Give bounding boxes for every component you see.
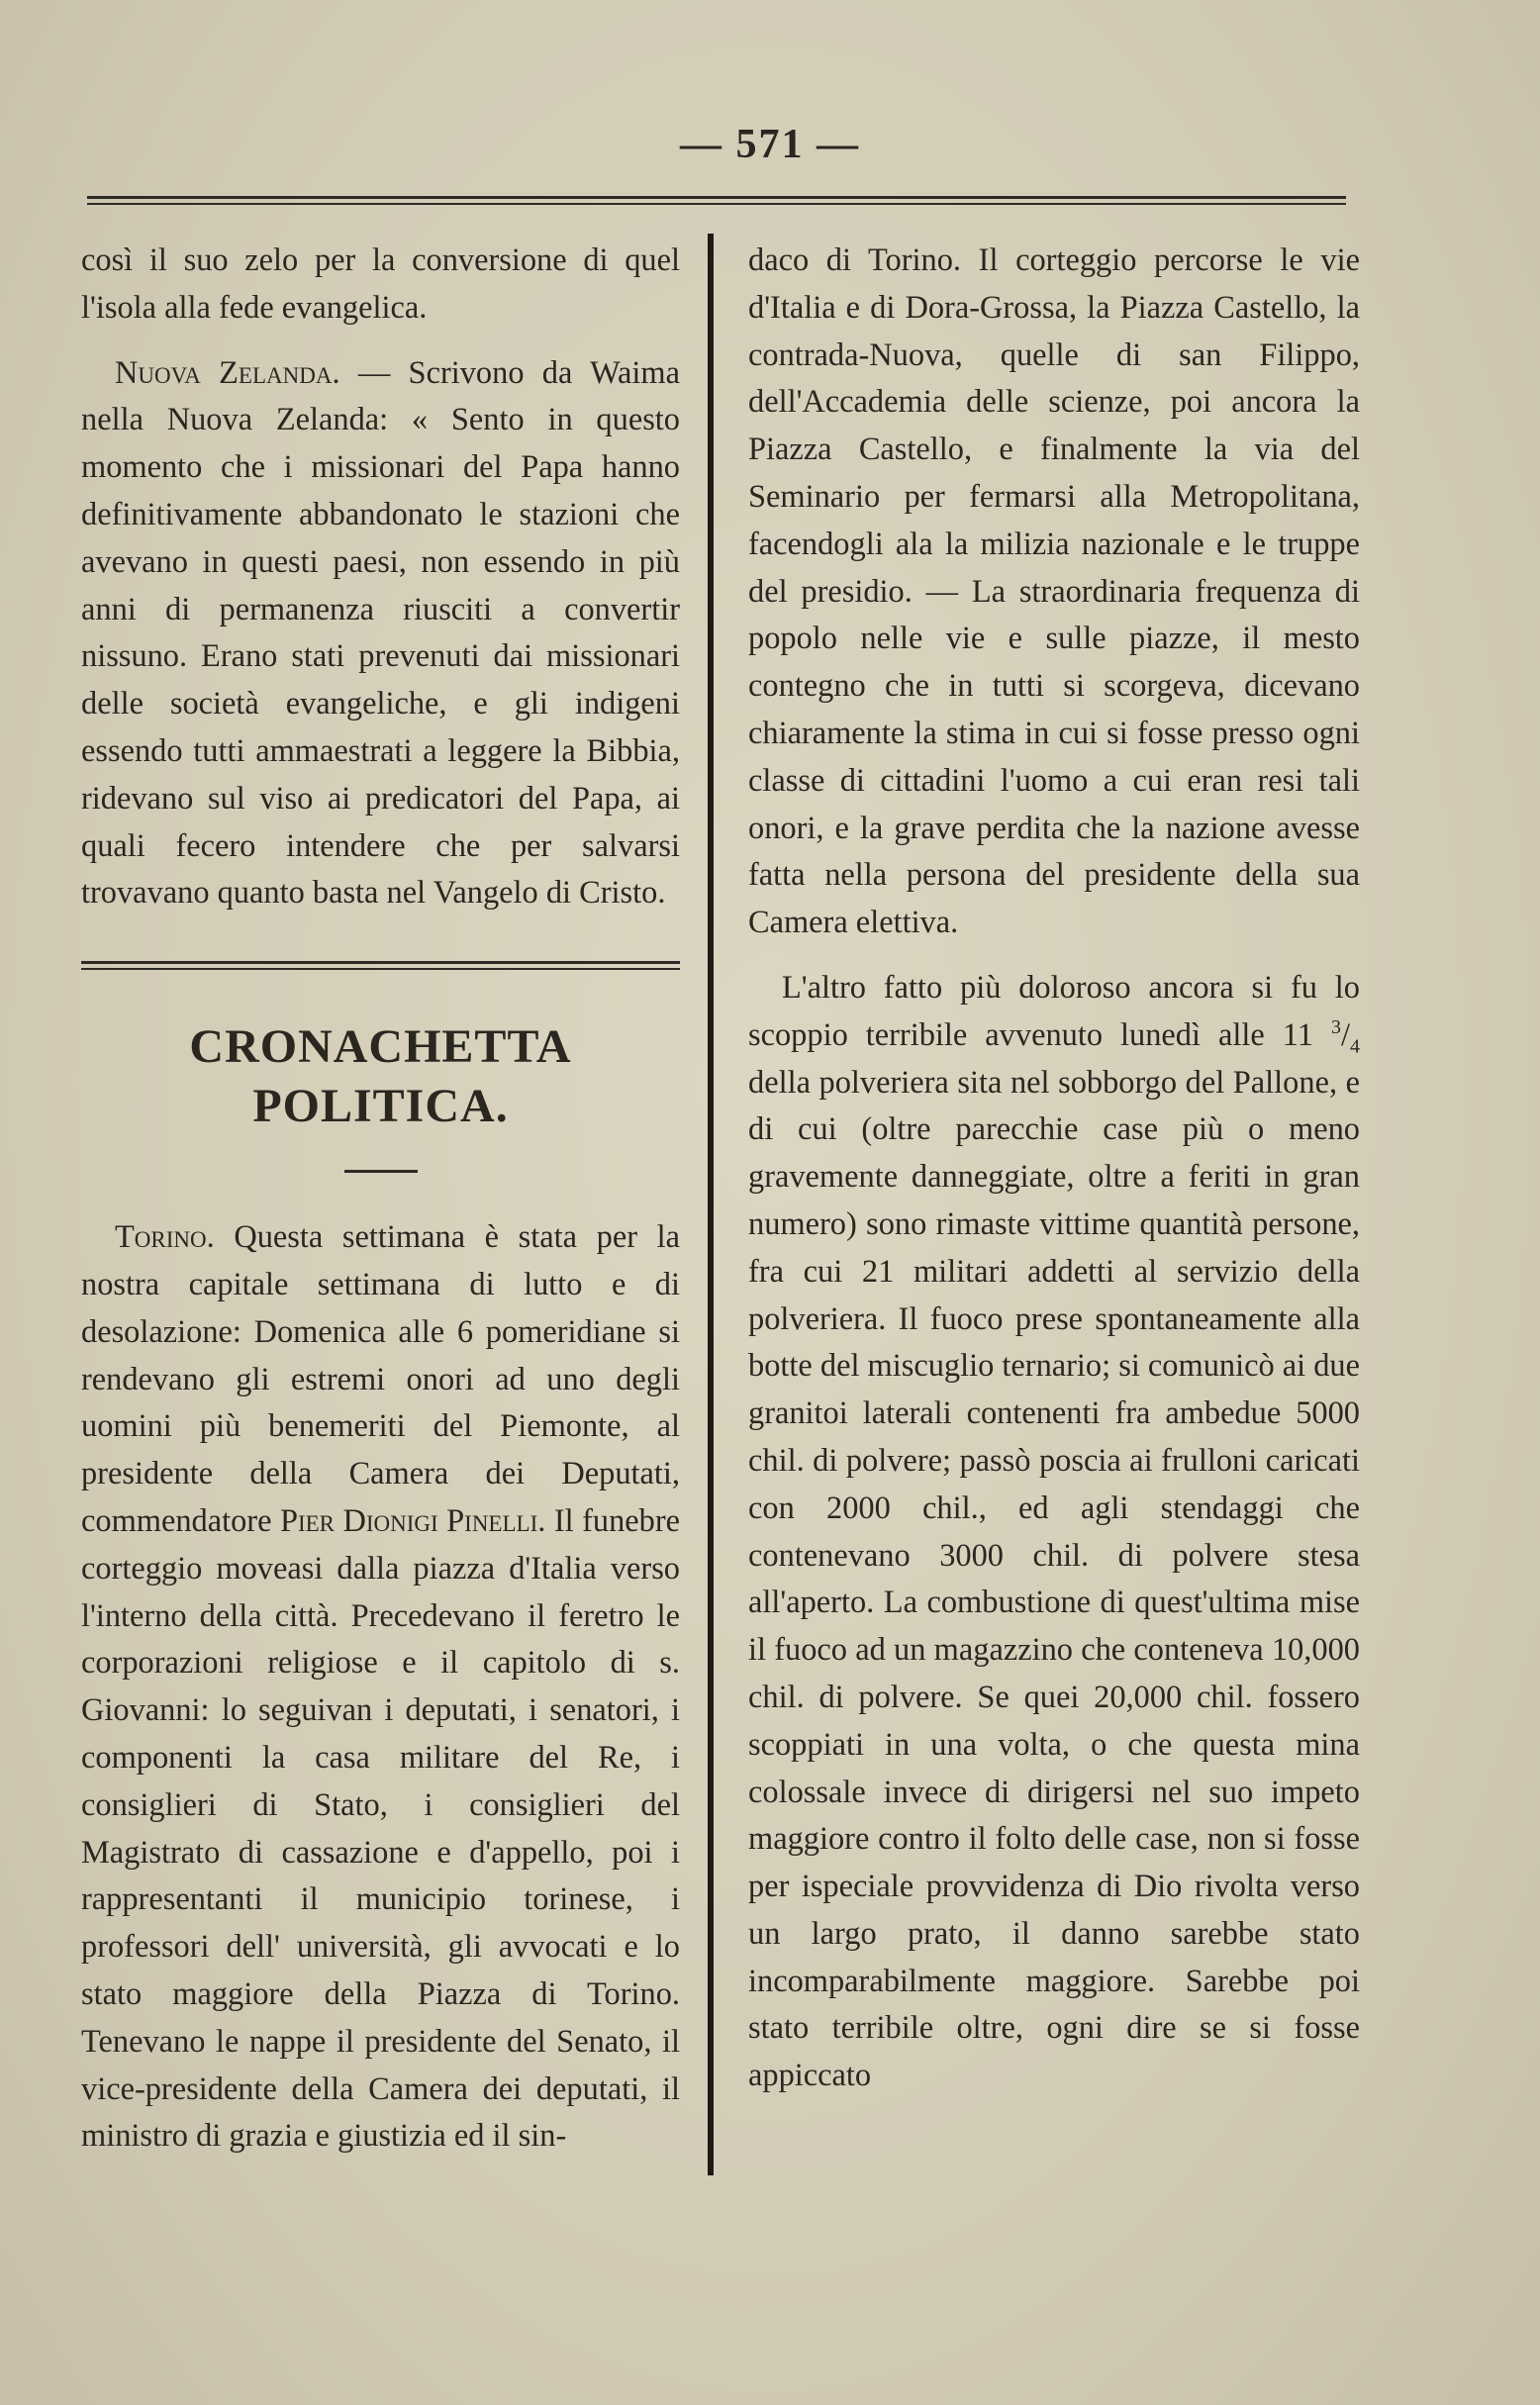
column-divider: [708, 234, 714, 2175]
torino-text-1: Questa settimana è stata per la nostra capitale settimana di lutto e di desolazione: Domenica alle 6 pomeridiane si rendevano gli estremi onori ad uno degli uomini più benemeriti del Piemonte, al presidente della Camera dei Deputati, commendatore: [81, 1219, 680, 1539]
corteggio-paragraph: daco di Torino. Il corteggio percorse le vie d'Italia e di Dora-Grossa, la Piazza Castello, la contrada-Nuova, quelle di san Filippo, dell'Accademia delle scienze, poi ancora la Piazza Castello, e finalmente la via del Seminario per fermarsi alla Metropolitana, facendogli ala la milizia nazionale e le truppe del presidio. — La straordinaria frequenza di popolo nelle vie e sulle piazze, il mesto contegno che in tutti si scorgeva, dicevano chiaramente la stima in cui si fosse presso ogni classe di cittadini l'uomo a cui eran resi tali onori, e la grave perdita che la nazione avesse fatta nella persona del presidente della sua Camera elettiva.: [748, 242, 1360, 941]
nuova-zelanda-text: — Scrivono da Waima nella Nuova Zelanda: « Sento in questo momento che i missionari del Papa hanno definitivamente abbandonato le stazioni che avevano in questi paesi, non essendo in più anni di permanenza riusciti a convertir nissuno. Erano stati prevenuti dai missionari delle società evangeliche, e gli indigeni essendo tutti ammaestrati a leggere la Bibbia, ridevano sul viso ai predicatori del Papa, ai quali fecero intendere che per salvarsi trovavano quanto basta nel Vangelo di Cristo.: [81, 354, 680, 912]
page-number: — 571 —: [680, 122, 860, 167]
title-underline: [344, 1170, 418, 1173]
fraction-denominator: 4: [1349, 1035, 1360, 1058]
left-column: [81, 238, 680, 2161]
section-title: CRONACHETTA POLITICA.: [189, 1020, 572, 1133]
torino-paragraph: [81, 1214, 680, 2161]
person-name: Pier Dionigi Pinelli.: [279, 1502, 546, 1539]
nuova-zelanda-paragraph: [81, 350, 680, 918]
continuation-paragraph: così il suo zelo per la conversione di quel l'isola alla fede evangelica.: [81, 242, 680, 326]
scoppio-text-rest: della polveriera sita nel sobborgo del Pallone, e di cui (oltre parecchie case più o meno gravemente danneggiate, oltre a feriti in gran numero) sono rimaste vittime quantità persone, fra cui 21 militari addetti al servizio della polveriera. Il fuoco prese spontaneamente alla botte del miscuglio ternario; si comunicò ai due granitoi laterali contenenti fra ambedue 5000 chil. di polvere; passò poscia ai frulloni caricati con 2000 chil., ed agli stendaggi che contenevano 3000 chil. di polvere stesa all'aperto. La combustione di quest'ultima mise il fuoco ad un magazzino che conteneva 10,000 chil. di polvere. Se quei 20,000 chil. fossero scoppiati in una volta, o che questa mina colossale invece di dirigersi nel suo impeto maggiore contro il folto delle case, non si fosse per ispeciale provvidenza di Dio rivolta verso un largo prato, il danno sarebbe stato incomparabilmente maggiore. Sarebbe poi stato terribile oltre, ogni dire se si fosse appiccato: [748, 1064, 1360, 2094]
scoppio-text-start: L'altro fatto più doloroso ancora si fu lo scoppio terribile avvenuto lunedì alle 11: [748, 969, 1360, 1053]
torino-text-2: Il funebre corteggio moveasi dalla piazza d'Italia verso l'interno della città. Precedevano il feretro le corporazioni religiose e il capitolo di s. Giovanni: lo seguivan i deputati, i senatori, i componenti la casa militare del Re, i consiglieri di Stato, i consiglieri del Magistrato di cassazione e d'appello, poi i rappresentanti il municipio torinese, i professori dell' università, gli avvocati e lo stato maggiore della Piazza di Torino. Tenevano le nappe il presidente del Senato, il vice-presidente della Camera dei deputati, il ministro di grazia e giustizia ed il sin-: [81, 1502, 680, 2155]
right-column: [748, 238, 1360, 2100]
section-rule: [81, 961, 680, 970]
fraction-numerator: 3: [1330, 1015, 1341, 1038]
header-rule: [87, 196, 1346, 205]
scoppio-paragraph: L'altro fatto più doloroso ancora si fu lo scoppio terribile avvenuto lunedì alle 11 $^3/_4$ della polveriera sita nel sobborgo del Pallone, e di cui (oltre parecchie case più o meno gravemente danneggiate, oltre a feriti in gran numero) sono rimaste vittime quantità persone, fra cui 21 militari addetti al servizio della polveriera. Il fuoco prese spontaneamente alla botte del miscuglio ternario; si comunicò ai due granitoi laterali contenenti fra ambedue 5000 chil. di polvere; passò poscia ai frulloni caricati con 2000 chil., ed agli stendaggi che contenevano 3000 chil. di polvere stesa all'aperto. La combustione di quest'ultima mise il fuoco ad un magazzino che conteneva 10,000 chil. di polvere. Se quei 20,000 chil. fossero scoppiati in una volta, o che questa mina colossale invece di dirigersi nel suo impeto maggiore contro il folto delle case, non si fosse per ispeciale provvidenza di Dio rivolta verso un largo prato, il danno sarebbe stato incomparabilmente maggiore. Sarebbe poi stato terribile oltre, ogni dire se si fosse appiccato: [748, 969, 1360, 2094]
nuova-zelanda-label: Nuova Zelanda.: [115, 354, 340, 391]
torino-label: Torino.: [115, 1219, 215, 1256]
